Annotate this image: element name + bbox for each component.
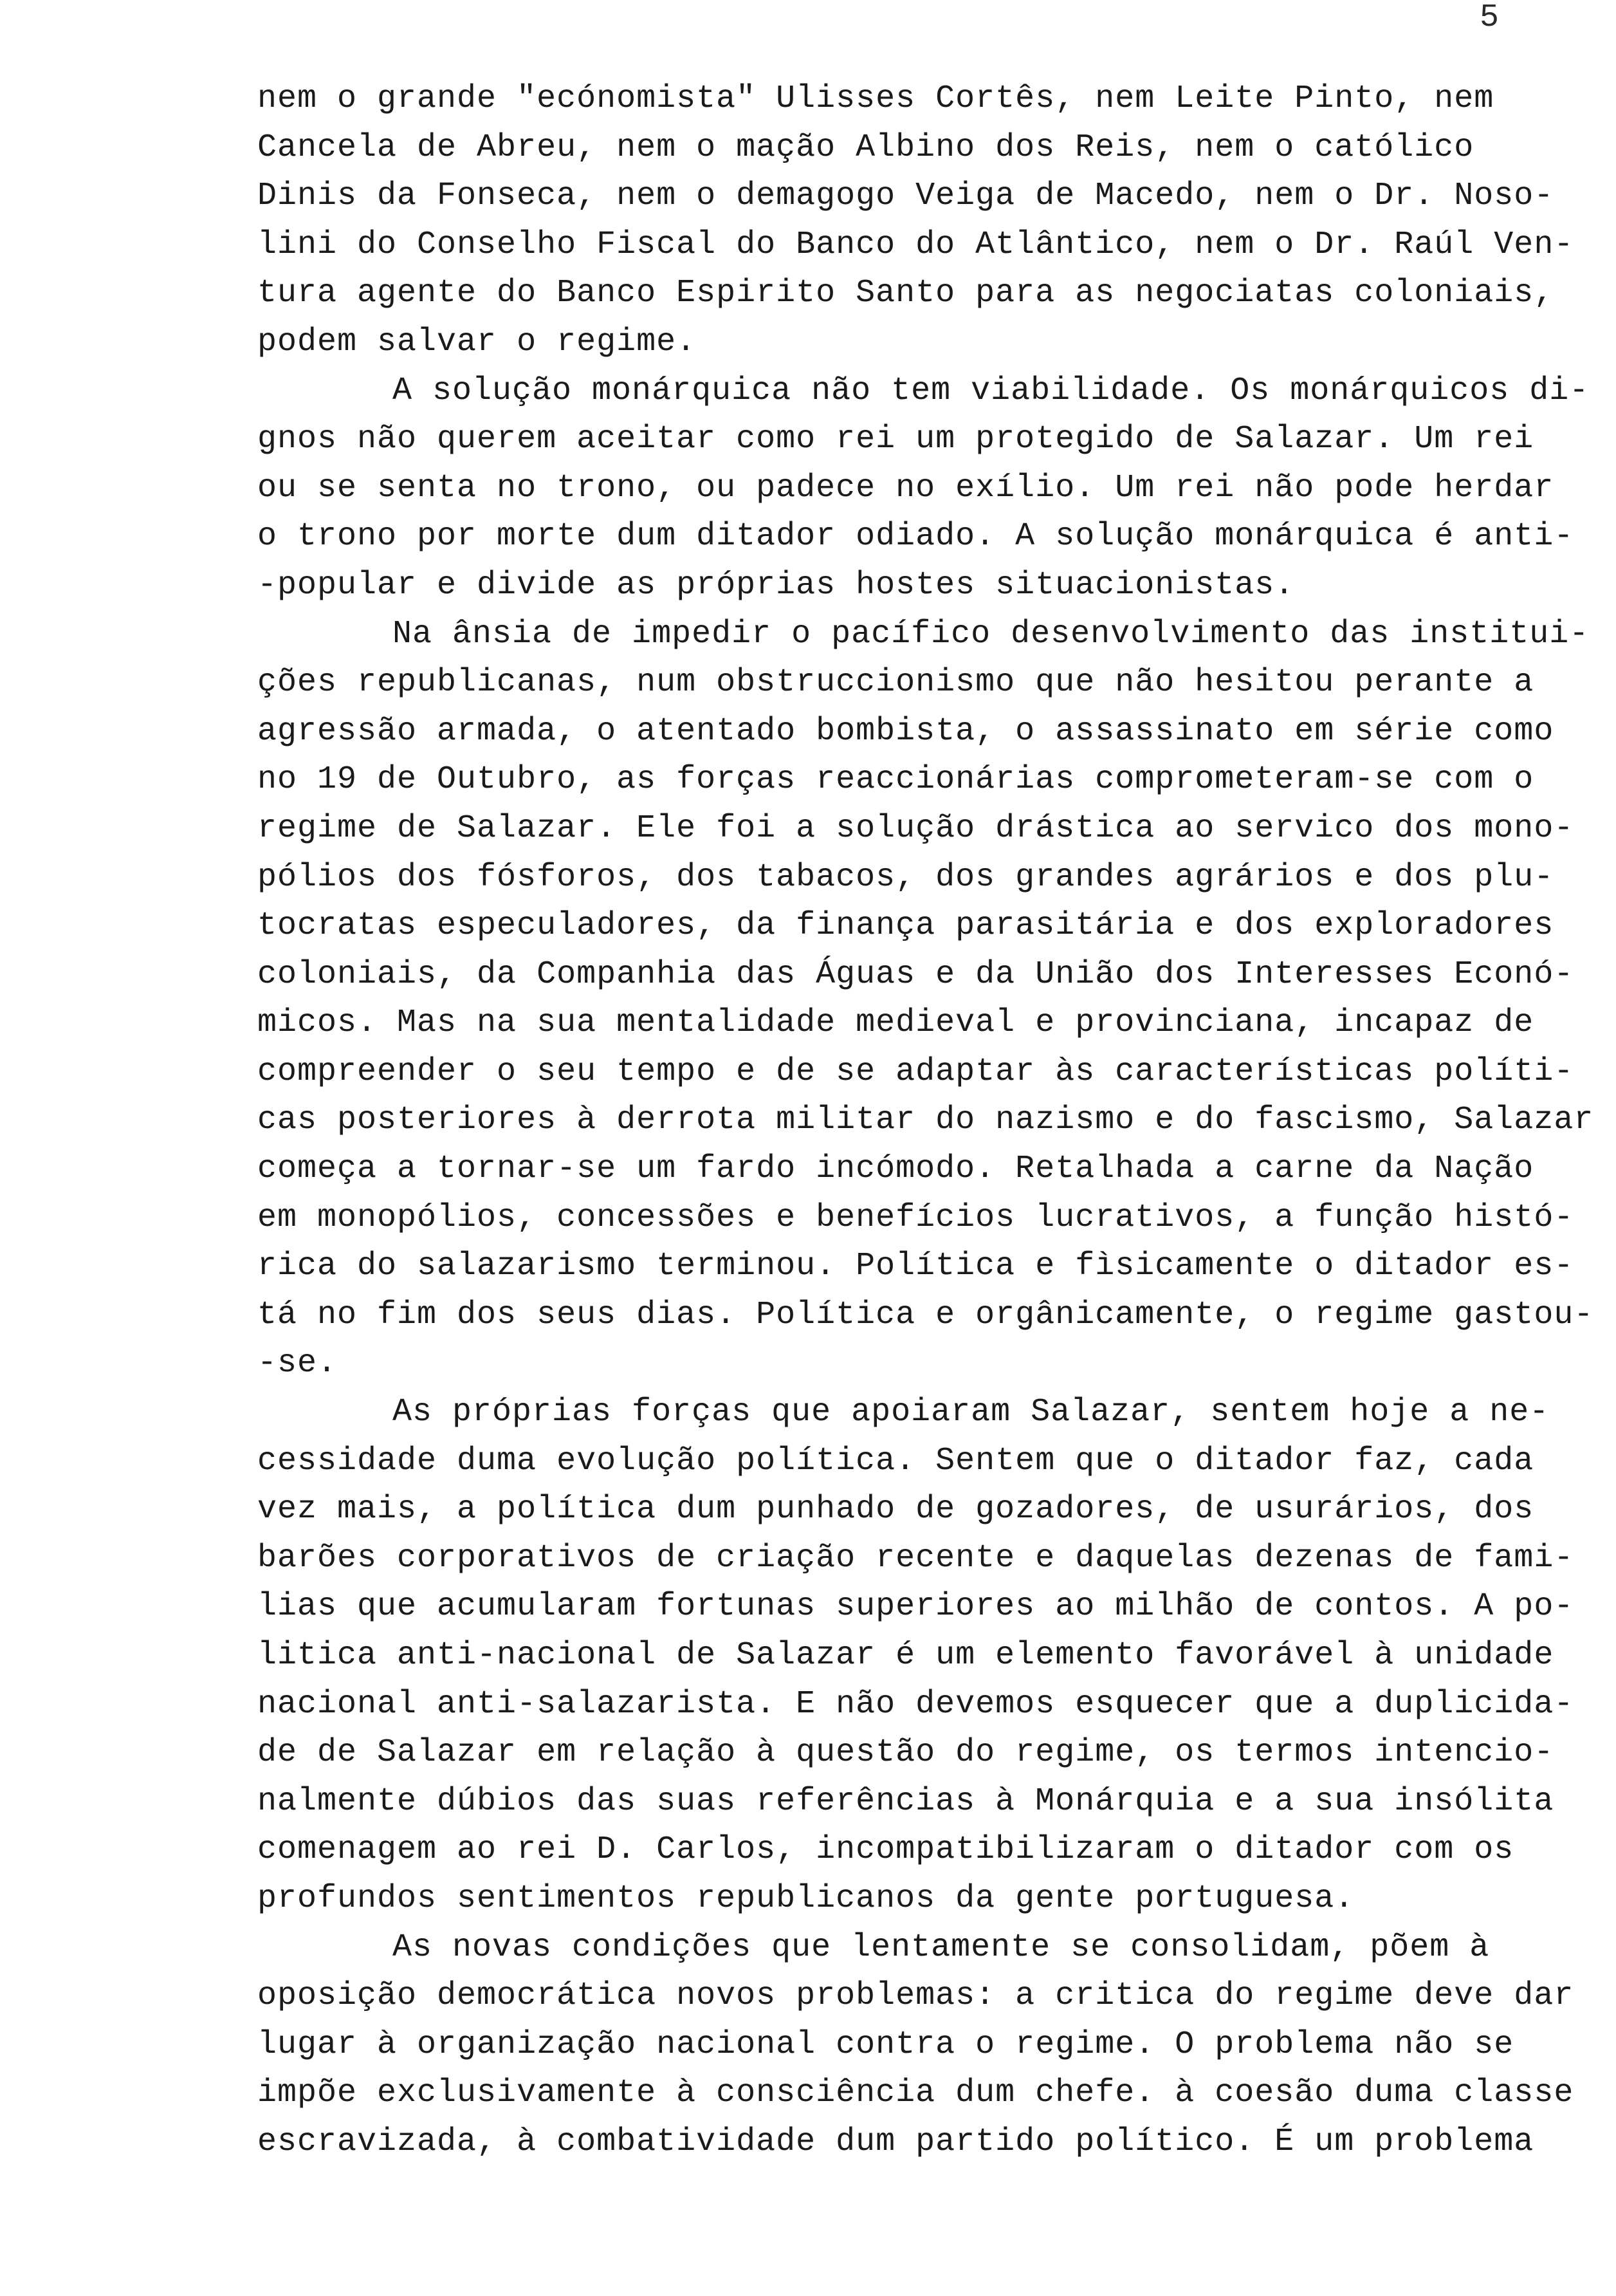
text-line: comenagem ao rei D. Carlos, incompatibilizaram o ditador com os xyxy=(257,1831,1514,1869)
page-number: 5 xyxy=(1480,0,1500,36)
text-line: As novas condições que lentamente se consolidam, põem à xyxy=(392,1929,1490,1966)
text-line: coloniais, da Companhia das Águas e da União dos Interesses Econó- xyxy=(257,956,1574,993)
text-line: lini do Conselho Fiscal do Banco do Atlântico, nem o Dr. Raúl Ven- xyxy=(257,226,1574,263)
text-line: ções republicanas, num obstruccionismo que não hesitou perante a xyxy=(257,664,1534,701)
text-line: vez mais, a política dum punhado de gozadores, de usurários, dos xyxy=(257,1491,1534,1528)
text-line: lias que acumularam fortunas superiores ao milhão de contos. A po- xyxy=(257,1588,1574,1625)
text-line: escravizada, à combatividade dum partido político. É um problema xyxy=(257,2123,1534,2160)
text-line: rica do salazarismo terminou. Política e fìsicamente o ditador es- xyxy=(257,1248,1574,1285)
body-text xyxy=(257,75,1595,2167)
text-line: lugar à organização nacional contra o regime. O problema não se xyxy=(257,2026,1514,2063)
text-line: oposição democrática novos problemas: a critica do regime deve dar xyxy=(257,1977,1574,2015)
text-line: -se. xyxy=(257,1345,338,1382)
text-line: pólios dos fósforos, dos tabacos, dos grandes agrários e dos plu- xyxy=(257,858,1554,896)
text-line: A solução monárquica não tem viabilidade. Os monárquicos di- xyxy=(392,372,1590,409)
text-line: nacional anti-salazarista. E não devemos esquecer que a duplicida- xyxy=(257,1685,1574,1723)
text-line: tura agente do Banco Espirito Santo para as negociatas coloniais, xyxy=(257,275,1554,312)
text-line: litica anti-nacional de Salazar é um elemento favorável à unidade xyxy=(257,1637,1554,1674)
text-line: micos. Mas na sua mentalidade medieval e provinciana, incapaz de xyxy=(257,1004,1534,1042)
text-line: Dinis da Fonseca, nem o demagogo Veiga de Macedo, nem o Dr. Noso- xyxy=(257,178,1554,215)
text-line: em monopólios, concessões e benefícios lucrativos, a função histó- xyxy=(257,1199,1574,1236)
text-line: impõe exclusivamente à consciência dum chefe. à coesão duma classe xyxy=(257,2075,1574,2112)
text-line: As próprias forças que apoiaram Salazar, sentem hoje a ne- xyxy=(392,1394,1550,1431)
text-line: compreender o seu tempo e de se adaptar às características políti- xyxy=(257,1053,1574,1090)
text-line: cessidade duma evolução política. Sentem que o ditador faz, cada xyxy=(257,1442,1534,1479)
text-line: ou se senta no trono, ou padece no exílio. Um rei não pode herdar xyxy=(257,469,1554,506)
text-line: Cancela de Abreu, nem o mação Albino dos Reis, nem o católico xyxy=(257,129,1474,166)
text-line: Na ânsia de impedir o pacífico desenvolvimento das institui- xyxy=(392,615,1590,653)
text-line: no 19 de Outubro, as forças reaccionárias comprometeram-se com o xyxy=(257,761,1534,799)
text-line: nalmente dúbios das suas referências à Monárquia e a sua insólita xyxy=(257,1782,1554,1820)
text-line: cas posteriores à derrota militar do nazismo e do fascismo, Salazar xyxy=(257,1102,1594,1139)
text-line: nem o grande "ecónomista" Ulisses Cortês, nem Leite Pinto, nem xyxy=(257,80,1494,117)
text-line: gnos não querem aceitar como rei um protegido de Salazar. Um rei xyxy=(257,421,1534,458)
text-line: começa a tornar-se um fardo incómodo. Retalhada a carne da Nação xyxy=(257,1151,1534,1188)
text-line: -popular e divide as próprias hostes situacionistas. xyxy=(257,566,1295,604)
text-line: barões corporativos de criação recente e daquelas dezenas de fami- xyxy=(257,1539,1574,1577)
text-line: o trono por morte dum ditador odiado. A solução monárquica é anti- xyxy=(257,518,1574,555)
text-line: profundos sentimentos republicanos da gente portuguesa. xyxy=(257,1880,1355,1917)
text-line: tá no fim dos seus dias. Política e orgânicamente, o regime gastou- xyxy=(257,1296,1594,1333)
text-line: tocratas especuladores, da finança parasitária e dos exploradores xyxy=(257,907,1554,945)
text-line: podem salvar o regime. xyxy=(257,323,697,360)
text-line: de de Salazar em relação à questão do regime, os termos intencio- xyxy=(257,1734,1554,1772)
text-line: regime de Salazar. Ele foi a solução drástica ao servico dos mono- xyxy=(257,810,1574,847)
text-line: agressão armada, o atentado bombista, o assassinato em série como xyxy=(257,712,1554,750)
